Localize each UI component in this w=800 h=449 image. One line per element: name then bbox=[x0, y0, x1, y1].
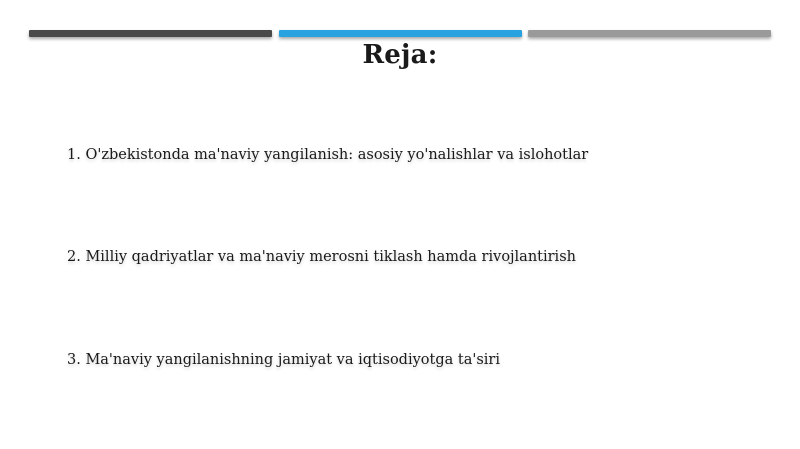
accent-bar-gray bbox=[528, 30, 771, 37]
accent-bar-dark bbox=[29, 30, 272, 37]
plan-item-1: 1. O'zbekistonda ma'naviy yangilanish: asosiy yo'nalishlar va islohotlar bbox=[67, 147, 589, 163]
slide-title: Reja: bbox=[362, 40, 438, 70]
plan-item-2: 2. Milliy qadriyatlar va ma'naviy merosni tiklash hamda rivojlantirish bbox=[67, 249, 576, 265]
accent-bar-blue bbox=[279, 30, 522, 37]
plan-item-3: 3. Ma'naviy yangilanishning jamiyat va iqtisodiyotga ta'siri bbox=[67, 352, 500, 368]
